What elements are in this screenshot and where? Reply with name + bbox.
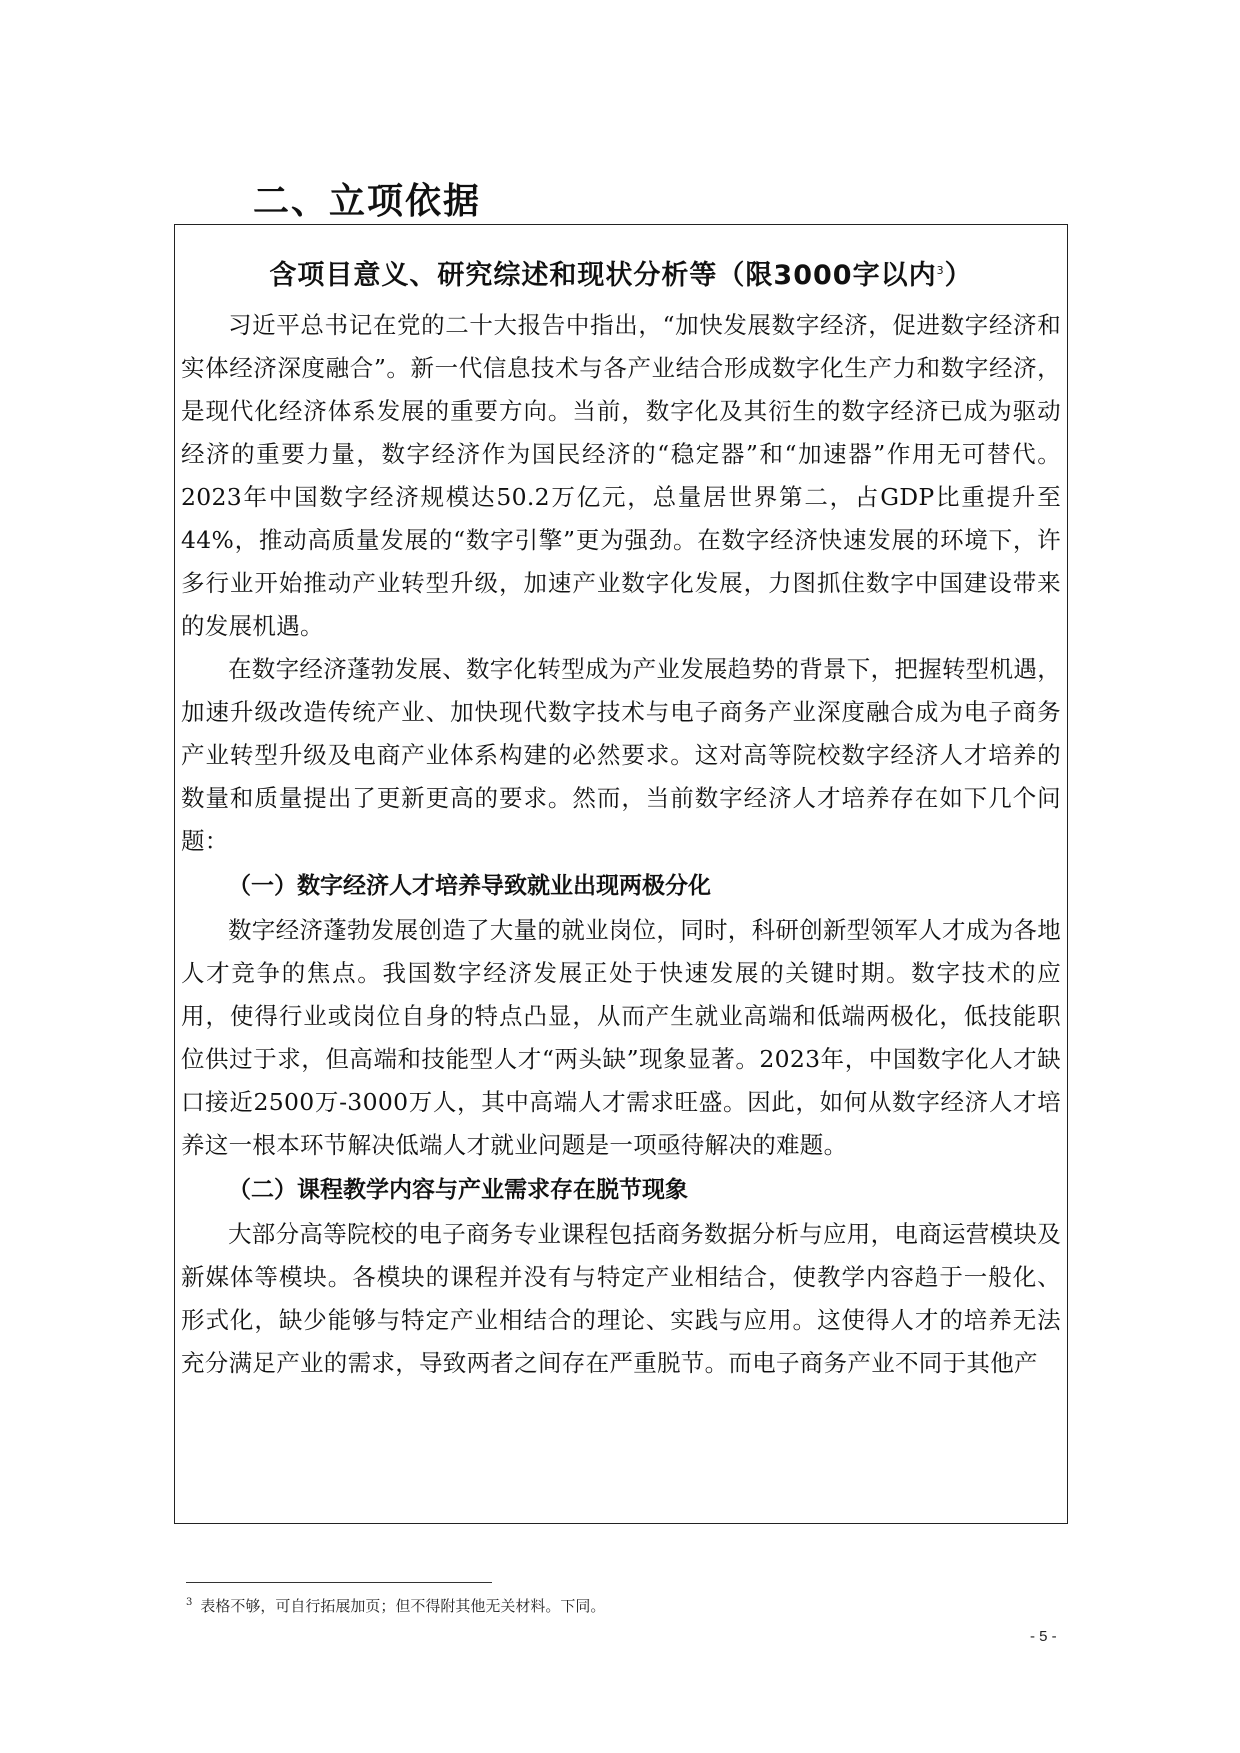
- footnote-marker: 3: [186, 1597, 193, 1608]
- subsection-heading-curriculum: （二）课程教学内容与产业需求存在脱节现象: [228, 1177, 688, 1203]
- footnote-divider: [186, 1582, 492, 1583]
- subsection-heading-employment: （一）数字经济人才培养导致就业出现两极分化: [228, 873, 711, 899]
- box-title-suffix: ）: [944, 260, 973, 291]
- page-number: - 5 -: [1030, 1628, 1057, 1645]
- footnote-reference: 3: [936, 264, 945, 277]
- section-heading: 二、立项依据: [253, 181, 482, 222]
- subsection-text-curriculum: 大部分高等院校的电子商务专业课程包括商务数据分析与应用，电商运营模块及新媒体等模块。各模块的课程并没有与特定产业相结合，使教学内容趋于一般化、形式化，缺少能够与特定产业相结合的理论、实践与应用。这使得人才的培养无法充分满足产业的需求，导致两者之间存在严重脱节。而电子商务产业不同于其他产: [181, 1220, 1061, 1377]
- footnote: [186, 1592, 605, 1617]
- box-title: [181, 251, 1061, 296]
- footnote-text: 表格不够，可自行拓展加页；但不得附其他无关材料。下同。: [200, 1597, 606, 1615]
- project-basis-box: [174, 224, 1068, 1524]
- paragraph-digital-economy-context: 习近平总书记在党的二十大报告中指出，“加快发展数字经济，促进数字经济和实体经济深度融合”。新一代信息技术与各产业结合形成数字化生产力和数字经济，是现代化经济体系发展的重要方向。当前，数字化及其衍生的数字经济已成为驱动经济的重要力量，数字经济作为国民经济的“稳定器”和“加速器”作用无可替代。2023年中国数字经济规模达50.2万亿元，总量居世界第二，占GDP比重提升至44%，推动高质量发展的“数字引擎”更为强劲。在数字经济快速发展的环境下，许多行业开始推动产业转型升级，加速产业数字化发展，力图抓住数字中国建设带来的发展机遇。: [181, 311, 1061, 640]
- subsection-text-employment: 数字经济蓬勃发展创造了大量的就业岗位，同时，科研创新型领军人才成为各地人才竞争的焦点。我国数字经济发展正处于快速发展的关键时期。数字技术的应用，使得行业或岗位自身的特点凸显，从而产生就业高端和低端两极化，低技能职位供过于求，但高端和技能型人才“两头缺”现象显著。2023年，中国数字化人才缺口接近2500万-3000万人，其中高端人才需求旺盛。因此，如何从数字经济人才培养这一根本环节解决低端人才就业问题是一项亟待解决的难题。: [181, 916, 1061, 1159]
- paragraph-talent-problems-intro: 在数字经济蓬勃发展、数字化转型成为产业发展趋势的背景下，把握转型机遇，加速升级改造传统产业、加快现代数字技术与电子商务产业深度融合成为电子商务产业转型升级及电商产业体系构建的必然要求。这对高等院校数字经济人才培养的数量和质量提出了更新更高的要求。然而，当前数字经济人才培养存在如下几个问题：: [181, 655, 1061, 855]
- box-title-text: 含项目意义、研究综述和现状分析等（限3000字以内: [269, 260, 937, 291]
